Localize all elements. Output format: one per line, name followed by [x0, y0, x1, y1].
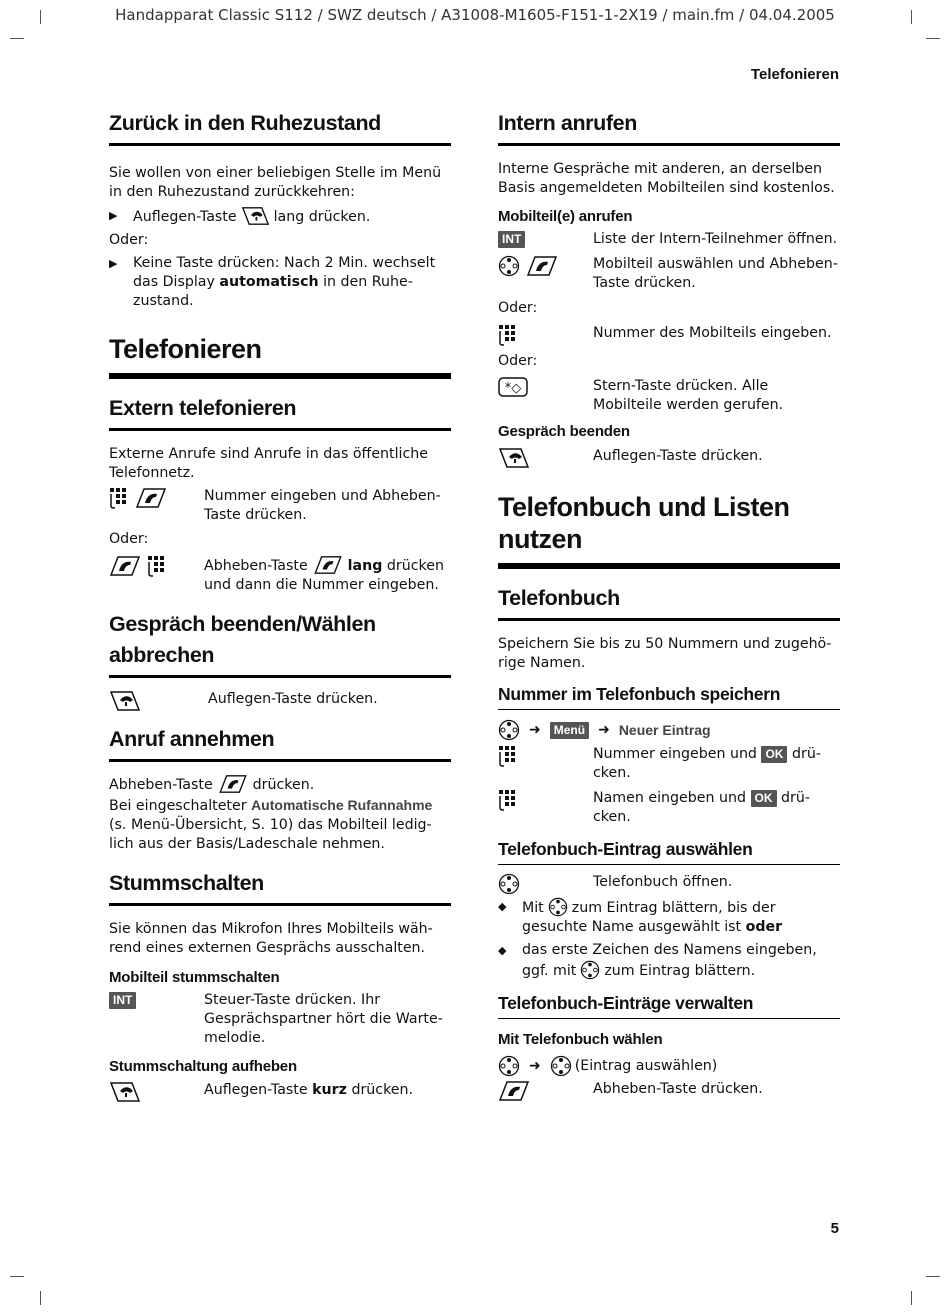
- crop-mark: [911, 1291, 912, 1305]
- hook-on-icon: [109, 690, 141, 712]
- keypad-icon: [147, 555, 167, 577]
- text: zum Eintrag blättern.: [604, 963, 756, 979]
- instruction-row: [498, 745, 840, 783]
- text: Abheben-Taste: [109, 777, 213, 793]
- subsection-heading: Nummer im Telefonbuch speichern: [498, 683, 840, 710]
- triangle-bullet-icon: ▶: [109, 209, 118, 222]
- instruction-text: Telefonbuch öffnen.: [593, 874, 733, 890]
- section-heading: Intern anrufen: [498, 108, 840, 146]
- text: Nummer eingeben und: [593, 746, 757, 762]
- document-header-line: Handapparat Classic S112 / SWZ deutsch / A31008-M1605-F151-1-2X19 / main.fm / 04.04.2005: [115, 6, 835, 24]
- int-key-icon: INT: [109, 992, 136, 1009]
- menu-key-icon: Menü: [550, 722, 589, 739]
- navigation-key-icon: [498, 255, 520, 277]
- instruction-text: Steuer-Taste drücken. Ihr Gesprächspartner hört die Wartemelodie.: [204, 992, 443, 1046]
- star-key-icon: [498, 377, 528, 397]
- navigation-key-icon: [498, 719, 520, 741]
- text: (s. Menü-Übersicht, S. 10) das Mobilteil lediglich aus der Basis/Ladeschale nehmen.: [109, 817, 432, 852]
- instruction-row: [109, 991, 451, 1048]
- paragraph: Sie wollen von einer beliebigen Stelle im Menü in den Ruhezustand zurückkehren:: [109, 165, 442, 200]
- bold-text: oder: [745, 919, 783, 935]
- instruction-row: [109, 487, 451, 525]
- hook-off-icon: [109, 555, 141, 577]
- menu-path: [498, 719, 840, 741]
- left-column: [109, 108, 451, 1103]
- text: Namen eingeben und: [593, 790, 746, 806]
- instruction-row: [498, 377, 840, 415]
- instruction-row: [498, 873, 840, 895]
- navigation-key-icon: [498, 1055, 520, 1077]
- oder-label: Oder:: [109, 232, 149, 248]
- section-heading: Gespräch beenden/Wählen abbrechen: [109, 609, 451, 678]
- section-heading: Stummschalten: [109, 868, 451, 906]
- ok-key-icon: OK: [751, 790, 777, 807]
- diamond-bullet-icon: ◆: [498, 944, 507, 957]
- instruction-text: Nummer eingeben und Abheben-Taste drücken.: [204, 488, 441, 523]
- running-title: Telefonieren: [750, 66, 839, 83]
- instruction-row: [109, 690, 451, 712]
- crop-mark: [40, 10, 41, 24]
- instruction-row: [498, 447, 840, 469]
- menu-item-name: Neuer Eintrag: [618, 722, 711, 738]
- paragraph: Externe Anrufe sind Anrufe in das öffentliche Telefonnetz.: [109, 446, 429, 481]
- text: das erste Zeichen des Namens eingeben, ggf. mit: [522, 942, 817, 979]
- text: zum Eintrag blättern, bis der gesuchte Name ausgewählt ist: [522, 900, 776, 935]
- section-heading: Zurück in den Ruhezustand: [109, 108, 451, 146]
- instruction-row: [498, 789, 840, 827]
- instruction-row: [498, 324, 840, 346]
- subheading: Mobilteil(e) anrufen: [498, 208, 633, 225]
- paragraph: [109, 774, 451, 795]
- instruction-row: [498, 255, 840, 293]
- text: drücken.: [252, 777, 315, 793]
- navigation-key-icon: [550, 1055, 572, 1077]
- instruction-row: [109, 1081, 451, 1103]
- instruction-text: Mobilteil auswählen und Abheben-Taste drücken.: [593, 256, 838, 291]
- section-heading: Extern telefonieren: [109, 393, 451, 431]
- text: in den Ruhezustand.: [133, 274, 413, 309]
- menu-item-name: Automatische Rufannahme: [251, 797, 433, 813]
- paragraph: Speichern Sie bis zu 50 Nummern und zugehörige Namen.: [498, 636, 832, 671]
- instruction-text: Stern-Taste drücken. Alle Mobilteile werden gerufen.: [593, 378, 784, 413]
- arrow-right-icon: ➜: [529, 1057, 541, 1074]
- paragraph: Sie können das Mikrofon Ihres Mobilteils während eines externen Gesprächs ausschalten.: [109, 921, 433, 956]
- keypad-icon: [498, 789, 518, 811]
- hook-off-icon: [312, 555, 344, 575]
- oder-label: Oder:: [498, 300, 538, 316]
- page-number: 5: [830, 1220, 839, 1237]
- subheading: Mobilteil stummschalten: [109, 969, 280, 986]
- instruction-row: [498, 230, 840, 249]
- keypad-icon: [498, 745, 518, 767]
- diamond-bullet-icon: ◆: [498, 900, 507, 913]
- subheading: Stummschaltung aufheben: [109, 1058, 297, 1075]
- instruction-row: [498, 1080, 840, 1102]
- paragraph: Interne Gespräche mit anderen, an derselben Basis angemeldeten Mobilteilen sind kostenlos.: [498, 161, 835, 196]
- hook-on-icon: [498, 447, 530, 469]
- text: Auflegen-Taste: [133, 209, 237, 225]
- text: Keine Taste drücken: Nach 2 Min. wechselt das Display: [133, 255, 436, 290]
- list-item: [109, 254, 451, 311]
- crop-mark: [10, 38, 24, 39]
- list-item: [109, 206, 451, 227]
- right-column: [498, 108, 840, 1102]
- subsection-heading: Telefonbuch-Eintrag auswählen: [498, 838, 840, 865]
- text: Bei eingeschalteter: [109, 798, 247, 814]
- hook-off-icon: [526, 255, 558, 277]
- crop-mark: [10, 1276, 24, 1277]
- text: Abheben-Taste: [204, 558, 308, 574]
- instruction-text: Auflegen-Taste drücken.: [208, 691, 378, 707]
- hook-on-icon: [109, 1081, 141, 1103]
- text: Auflegen-Taste: [204, 1082, 308, 1098]
- hook-off-icon: [217, 774, 249, 794]
- hook-off-icon: [135, 487, 167, 509]
- text: drücken.: [593, 790, 810, 825]
- instruction-text: (Eintrag auswählen): [574, 1057, 718, 1074]
- ok-key-icon: OK: [761, 746, 787, 763]
- triangle-bullet-icon: ▶: [109, 257, 118, 270]
- chapter-heading: Telefonbuch und Listen nutzen: [498, 491, 840, 569]
- subheading: Mit Telefonbuch wählen: [498, 1031, 663, 1048]
- text: Mit: [522, 900, 544, 916]
- section-heading: Telefonbuch: [498, 583, 840, 621]
- instruction-text: Liste der Intern-Teilnehmer öffnen.: [593, 231, 838, 247]
- arrow-right-icon: ➜: [598, 721, 610, 738]
- keypad-icon: [109, 487, 129, 509]
- keypad-icon: [498, 324, 518, 346]
- bold-text: automatisch: [219, 274, 319, 290]
- section-heading: Anruf annehmen: [109, 724, 451, 762]
- hook-off-icon: [498, 1080, 530, 1102]
- hook-on-icon: [241, 206, 270, 226]
- oder-label: Oder:: [498, 353, 538, 369]
- subsection-heading: Telefonbuch-Einträge verwalten: [498, 992, 840, 1019]
- navigation-key-icon: [498, 873, 520, 895]
- text: drücken.: [351, 1082, 414, 1098]
- text: drücken und dann die Nummer eingeben.: [204, 558, 444, 593]
- navigation-key-icon: [580, 960, 600, 980]
- menu-path: [498, 1055, 840, 1077]
- list-item: [498, 941, 840, 981]
- crop-mark: [926, 38, 940, 39]
- instruction-text: Abheben-Taste drücken.: [593, 1081, 763, 1097]
- oder-label: Oder:: [109, 531, 149, 547]
- navigation-key-icon: [548, 897, 568, 917]
- bold-text: kurz: [312, 1082, 347, 1098]
- crop-mark: [926, 1276, 940, 1277]
- instruction-text: Nummer des Mobilteils eingeben.: [593, 325, 832, 341]
- instruction-row: [109, 555, 451, 595]
- int-key-icon: INT: [498, 231, 525, 248]
- paragraph: [109, 797, 451, 854]
- crop-mark: [911, 10, 912, 24]
- text: drücken.: [593, 746, 821, 781]
- instruction-text: Auflegen-Taste drücken.: [593, 448, 763, 464]
- chapter-heading: Telefonieren: [109, 333, 451, 379]
- subheading: Gespräch beenden: [498, 423, 630, 440]
- bold-text: lang: [347, 558, 383, 574]
- list-item: [498, 897, 840, 937]
- text: lang drücken.: [273, 209, 371, 225]
- crop-mark: [40, 1291, 41, 1305]
- arrow-right-icon: ➜: [529, 721, 541, 738]
